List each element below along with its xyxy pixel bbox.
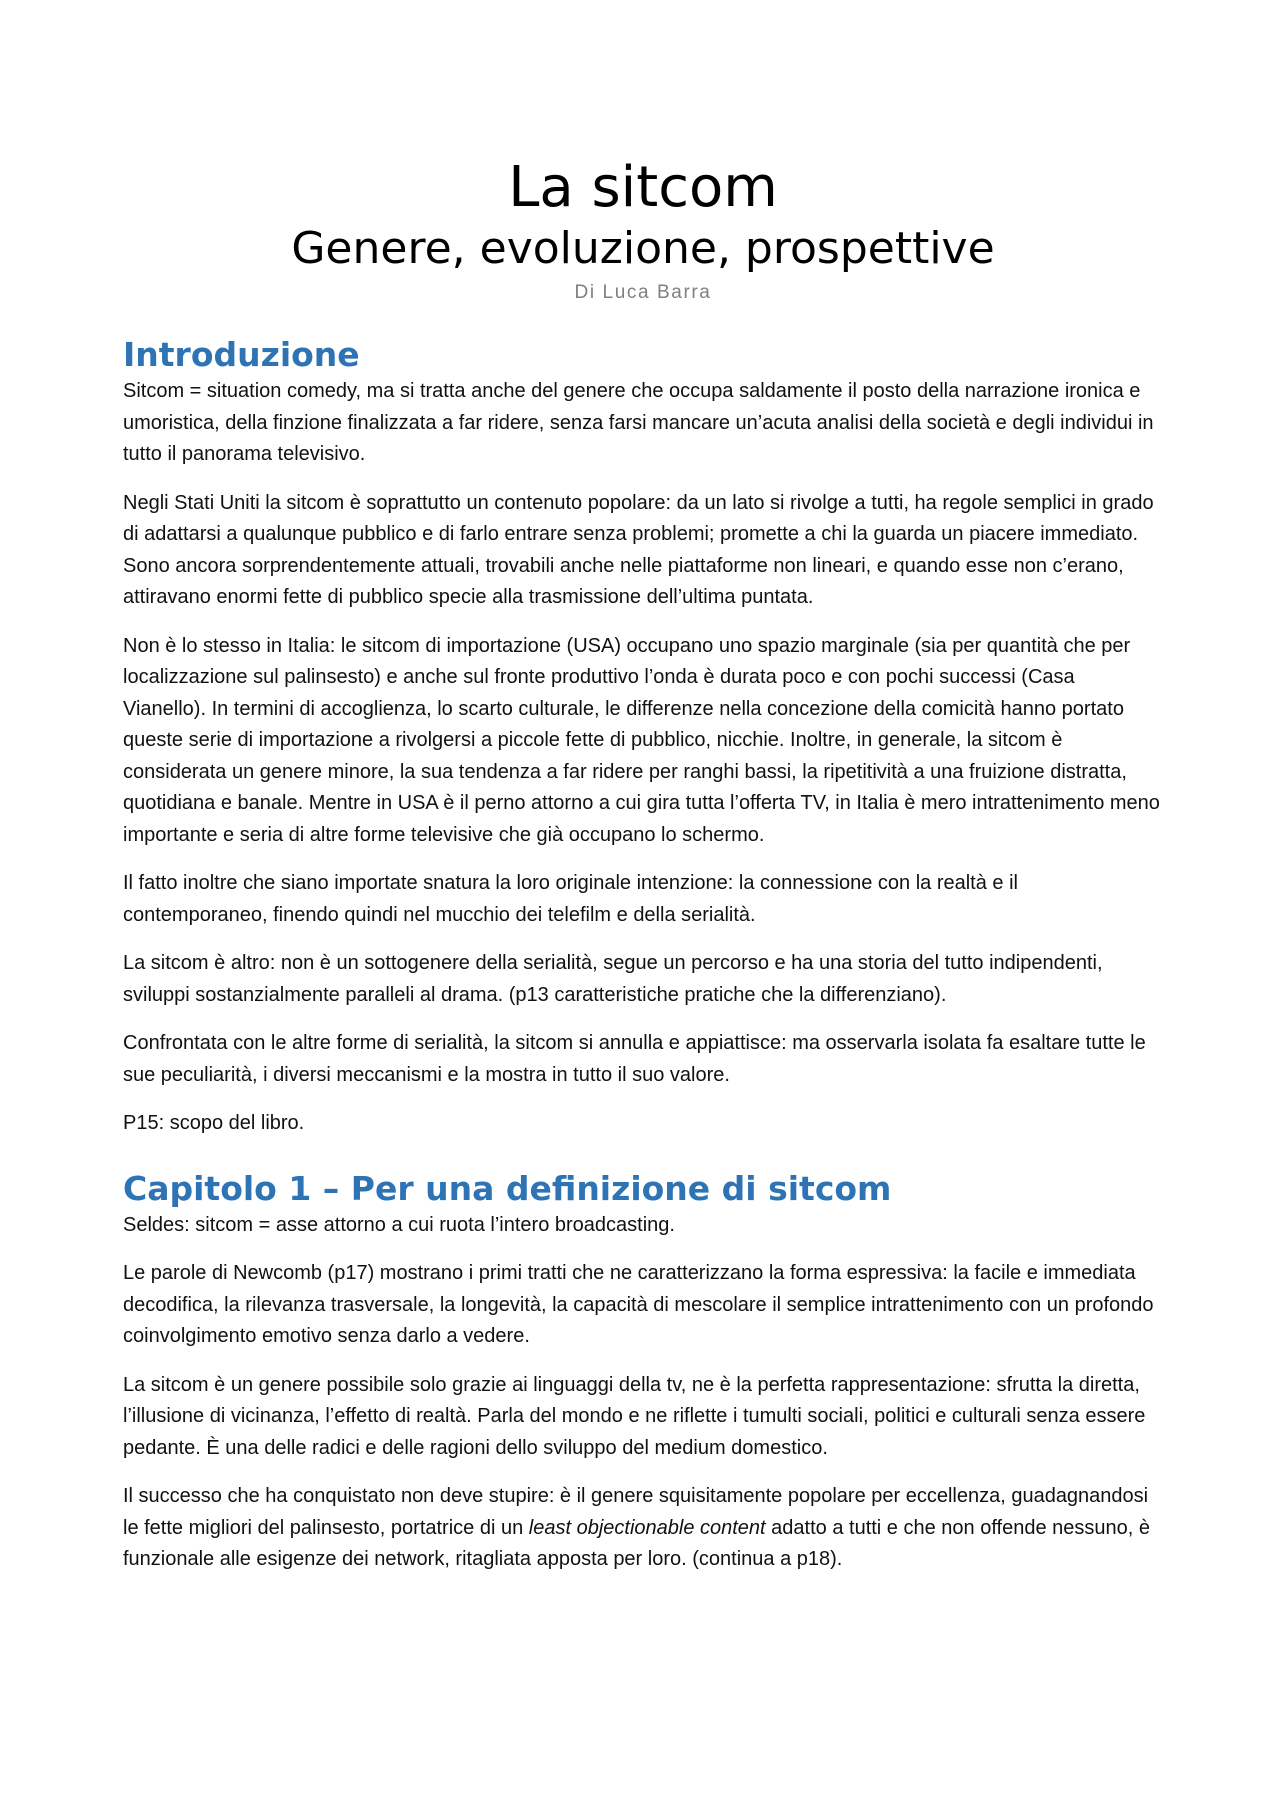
title-block [123,150,1163,308]
paragraph-with-italic [123,1481,1163,1576]
section-heading-capitolo-1: Capitolo 1 – Per una definizione di sitcom [123,1168,892,1208]
paragraph-text: Il successo che ha conquistato non deve stupire: è il genere squisitamente popolare per eccellenza, guadagnandosi le fette migliori del palinsesto, portatrice di un [123,1485,1149,1539]
document-subtitle: Genere, evoluzione, prospettive [291,223,995,274]
paragraph: Negli Stati Uniti la sitcom è soprattutto un contenuto popolare: da un lato si rivolge a tutti, ha regole semplici in grado di adattarsi a qualunque pubblico e di farlo entrare senza problemi; promette a chi la guarda un piacere immediato. Sono ancora sorprendentemente attuali, trovabili anche nelle piattaforme non lineari, e quando esse non c’erano, attiravano enormi fette di pubblico specie alla trasmissione dell’ultima puntata. [123,491,1154,608]
paragraph: La sitcom è altro: non è un sottogenere della serialità, segue un percorso e ha una storia del tutto indipendenti, sviluppi sostanzialmente paralleli al drama. (p13 caratteristiche pratiche che la differenziano). [123,952,1103,1006]
document-title: La sitcom [508,155,778,220]
paragraph: La sitcom è un genere possibile solo grazie ai linguaggi della tv, ne è la perfetta rappresentazione: sfrutta la diretta, l’illusione di vicinanza, l’effetto di realtà. Parla del mondo e ne riflette i tumulti sociali, politici e culturali senza essere pedante. È una delle radici e delle ragioni dello sviluppo del medium domestico. [123,1373,1146,1459]
paragraph: Seldes: sitcom = asse attorno a cui ruota l’intero broadcasting. [123,1213,675,1236]
paragraph: Non è lo stesso in Italia: le sitcom di importazione (USA) occupano uno spazio marginale (sia per quantità che per localizzazione sul palinsesto) e anche sul fronte produttivo l’onda è durata poco e con pochi successi (Casa Vianello). In termini di accoglienza, lo scarto culturale, le differenze nella concezione della comicità hanno portato queste serie di importazione a rivolgersi a piccole fette di pubblico, nicchie. Inoltre, in generale, la sitcom è considerata un genere minore, la sua tendenza a far ridere per ranghi bassi, la ripetitività a una fruizione distratta, quotidiana e banale. Mentre in USA è il perno attorno a cui gira tutta l’offerta TV, in Italia è mero intrattenimento meno importante e seria di altre forme televisive che già occupano lo schermo. [123,634,1160,846]
italic-term: least objectionable content [528,1516,766,1539]
paragraph-text: adatto a tutti e che non offende nessuno, è funzionale alle esigenze dei network, ritagliata apposta per loro. (continua a p18). [123,1516,1150,1570]
document-page [123,150,1163,1593]
paragraph: Sitcom = situation comedy, ma si tratta anche del genere che occupa saldamente il posto della narrazione ironica e umoristica, della finzione finalizzata a far ridere, senza farsi mancare un’acuta analisi della società e degli individui in tutto il panorama televisivo. [123,380,1154,465]
paragraph: Confrontata con le altre forme di serialità, la sitcom si annulla e appiattisce: ma osservarla isolata fa esaltare tutte le sue peculiarità, i diversi meccanismi e la mostra in tutto il suo valore. [123,1032,1146,1086]
section-heading-introduzione: Introduzione [123,335,360,374]
paragraph: Le parole di Newcomb (p17) mostrano i primi tratti che ne caratterizzano la forma espressiva: la facile e immediata decodifica, la rilevanza trasversale, la longevità, la capacità di mescolare il semplice intrattenimento con un profondo coinvolgimento emotivo senza darlo a vedere. [123,1262,1154,1347]
paragraph: P15: scopo del libro. [123,1112,305,1134]
paragraph: Il fatto inoltre che siano importate snatura la loro originale intenzione: la connessione con la realtà e il contemporaneo, finendo quindi nel mucchio dei telefilm e della serialità. [123,872,1018,926]
document-author: Di Luca Barra [574,282,712,303]
